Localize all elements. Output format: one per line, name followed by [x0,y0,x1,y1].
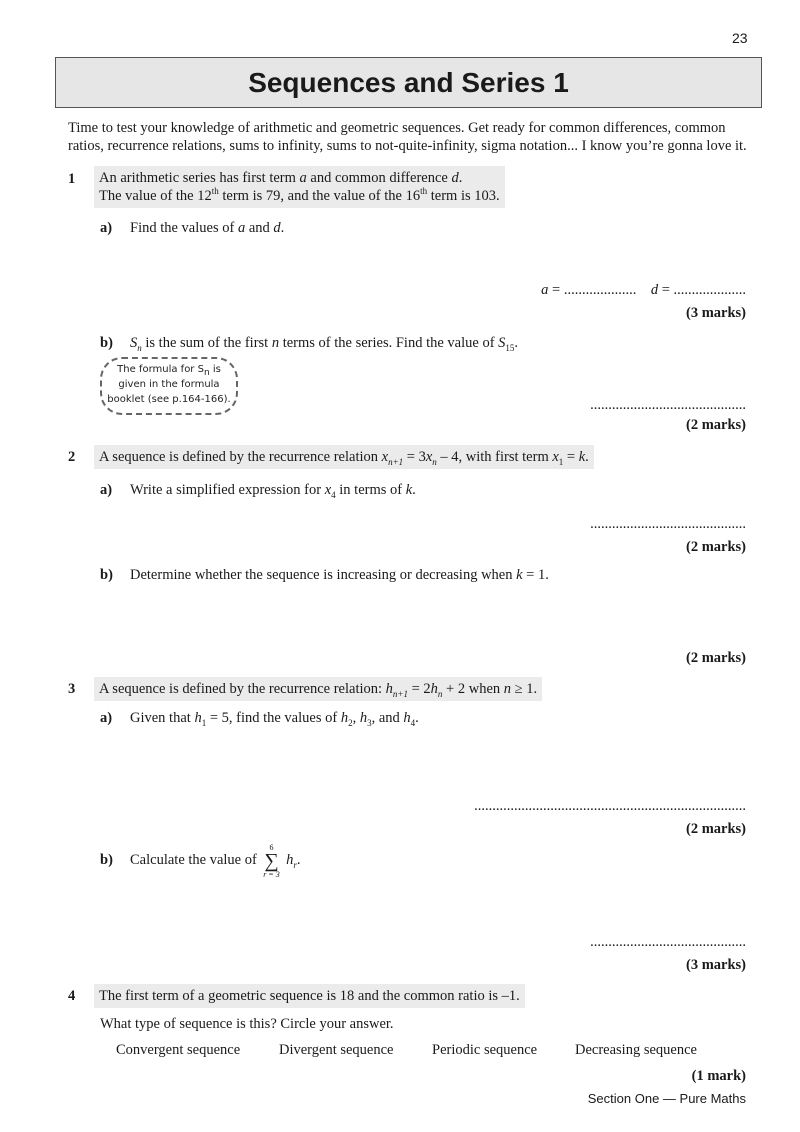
sigma-symbol: ∑ [264,850,279,872]
t: = 2 [407,681,431,697]
t: is [209,364,221,375]
t: . [514,335,519,351]
t: The formula for S [117,364,204,375]
question-number: 4 [68,988,76,1004]
part-text [130,566,549,584]
t: = 3 [403,449,426,465]
hint-bubble [100,357,238,415]
question-number: 3 [68,681,76,697]
t: ≥ 1. [511,681,538,697]
t: and [245,220,274,236]
t: 1 [201,717,207,728]
t: is the sum of the first [141,335,272,351]
sigma-lower: r = 3 [263,870,280,879]
t: = 5, find the values of [206,710,341,726]
marks: (2 marks) [685,539,746,555]
answer-line[interactable]: ........................................... [590,934,746,950]
part-text [130,843,301,879]
t: = [563,449,579,465]
page-number: 23 [732,30,748,46]
part-label: a) [100,220,113,236]
t: – 4, with first term [436,449,553,465]
page-title: Sequences and Series 1 [55,57,762,108]
t: k [516,567,523,583]
t: n [137,342,142,353]
t: Determine whether the sequence is increasing or decreasing when [130,567,517,583]
t: S [498,335,506,351]
option-convergent[interactable]: Convergent sequence [116,1042,241,1058]
t: r [293,859,297,870]
t: and common difference [306,170,452,186]
t: a [237,220,246,236]
t: h [385,681,393,697]
part-label: b) [100,567,113,583]
t: .................... [673,282,746,298]
t: x [425,449,433,465]
t: Find the values of [130,220,238,236]
t: A sequence is defined by the recurrence relation: [99,681,386,697]
option-periodic[interactable]: Periodic sequence [432,1042,538,1058]
part-label: a) [100,710,113,726]
answer-line[interactable]: ........................................... [590,516,746,532]
prompt: What type of sequence is this? Circle your answer. [100,1016,394,1032]
answer-line[interactable]: ........................................... [590,397,746,413]
footer-section: Section One — Pure Maths [587,1091,746,1106]
question-stem [94,445,594,469]
intro-line: Time to test your knowledge of arithmetic and geometric sequences. Get ready for common differences, common [68,120,726,136]
t: n [203,368,210,378]
question-stem: The first term of a geometric sequence is 18 and the common ratio is –1. [94,984,525,1008]
t: 2 [348,717,353,728]
t: . [458,170,463,186]
t: . [585,449,589,465]
part-text [130,481,416,499]
t: d [451,170,459,186]
t: x [381,449,389,465]
marks: (2 marks) [685,417,746,433]
intro-line: ratios, recurrence relations, sums to infinity, sums to not-quite-infinity, sigma notation... I know you’re gonna love it. [68,138,747,154]
part-text [130,709,419,727]
t: 15 [505,342,515,353]
t: 4 [410,717,416,728]
t: n+1 [392,688,408,699]
t: . [280,220,285,236]
t: = [658,282,674,298]
marks: (2 marks) [685,821,746,837]
t: The value of the 12 [99,188,212,204]
marks: (1 mark) [691,1068,746,1084]
answer-line[interactable]: ........................................................................... [474,798,746,814]
t: 4 [331,489,336,500]
t: booklet (see p.164-166). [107,394,231,405]
t: n [437,688,443,699]
question-stem [94,677,542,701]
part-label: b) [100,852,113,868]
t: term is 79, and the value of the 16 [218,188,421,204]
option-decreasing[interactable]: Decreasing sequence [575,1042,697,1058]
t: , and [371,710,404,726]
t: A sequence is defined by the recurrence relation [99,449,382,465]
t: a [541,282,549,298]
sigma-upper: 6 [269,843,274,852]
t: Write a simplified expression for [130,482,325,498]
t: h [430,681,438,697]
t: given in the formula [118,379,220,390]
marks: (3 marks) [685,305,746,321]
t: . [412,482,416,498]
part-text [130,334,518,352]
t: d [650,282,659,298]
answer-line[interactable] [541,281,746,299]
t: h [340,710,349,726]
t: k [405,482,413,498]
t: Calculate the value of [130,852,261,868]
question-stem [94,166,505,208]
part-label: b) [100,335,113,351]
t: An arithmetic series has first term [99,170,300,186]
t: h [286,852,294,868]
question-number: 1 [68,171,76,187]
t: th [211,186,219,197]
marks: (2 marks) [685,650,746,666]
t: in terms of [335,482,406,498]
t: . [296,852,301,868]
t: term is 103. [427,188,500,204]
t: + 2 when [442,681,504,697]
option-divergent[interactable]: Divergent sequence [279,1042,394,1058]
t: d [273,220,281,236]
marks: (3 marks) [685,957,746,973]
t: h [403,710,411,726]
part-label: a) [100,482,113,498]
t: th [420,186,428,197]
t: = [548,282,564,298]
t: h [359,710,368,726]
t: x [324,482,332,498]
sigma-notation [260,843,282,879]
t: 3 [367,717,372,728]
t: terms of the series. Find the value of [279,335,499,351]
t: .................... [563,282,637,298]
t: . [415,710,419,726]
t: = 1. [522,567,549,583]
t: n [432,456,437,467]
t: n [503,681,512,697]
t: 1 [558,456,564,467]
t: a [299,170,307,186]
t: x [552,449,559,465]
part-text [130,219,284,237]
t: , [352,710,360,726]
t: n [271,335,280,351]
question-number: 2 [68,449,76,465]
t: S [130,335,138,351]
t: k [578,449,586,465]
t: n+1 [388,456,404,467]
t: Given that [130,710,195,726]
t: h [194,710,202,726]
